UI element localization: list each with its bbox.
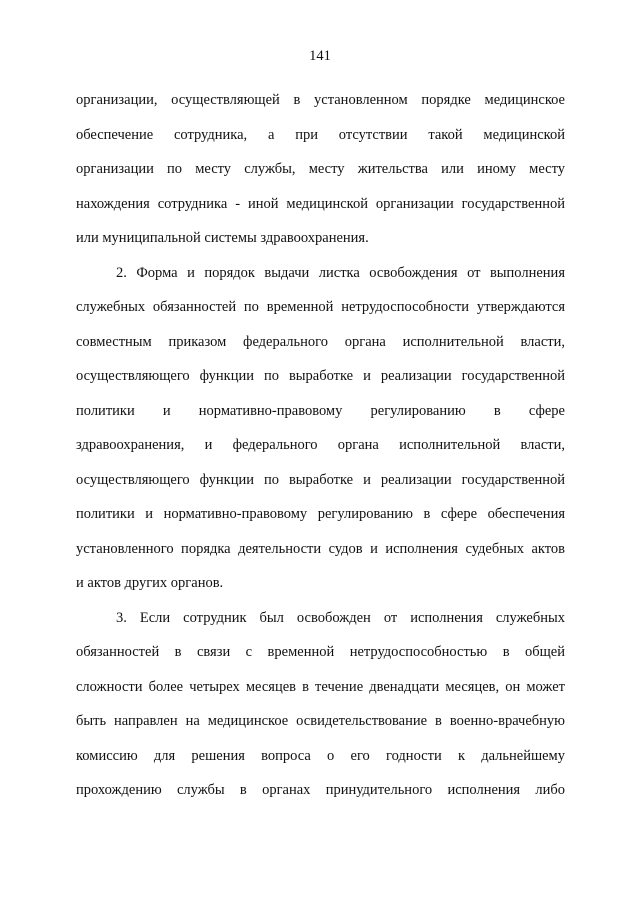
text-line: организации, осуществляющей в установленном порядке медицинское [76, 92, 565, 108]
text-line: организации по месту службы, месту жительства или иному месту [76, 161, 565, 177]
text-line: политики и нормативно-правовому регулированию в сфере [76, 402, 565, 419]
paragraph-2-start: 2. Форма и порядок выдачи листка освобождения от выполнения [116, 264, 565, 281]
text-line: служебных обязанностей по временной нетрудоспособности утверждаются [76, 299, 565, 315]
text-line: здравоохранения, и федерального органа исполнительной власти, [76, 437, 565, 453]
text-line: осуществляющего функции по выработке и реализации государственной [76, 471, 565, 488]
text-line: обязанностей в связи с временной нетрудоспособностью в общей [76, 644, 565, 660]
text-line: нахождения сотрудника - иной медицинской организации государственной [76, 195, 565, 212]
text-line: комиссию для решения вопроса о его годности к дальнейшему [76, 747, 565, 764]
text-line: совместным приказом федерального органа исполнительной власти, [76, 333, 565, 350]
page-number: 141 [309, 48, 331, 64]
document-body [76, 83, 565, 808]
text-line: прохождению службы в органах принудительного исполнения либо [76, 782, 565, 798]
text-line: осуществляющего функции по выработке и реализации государственной [76, 368, 565, 384]
text-line: обеспечение сотрудника, а при отсутствии такой медицинской [76, 126, 565, 143]
text-line: или муниципальной системы здравоохранения. [76, 230, 369, 246]
text-line: быть направлен на медицинское освидетельствование в военно-врачебную [76, 713, 565, 729]
text-line: и актов других органов. [76, 575, 224, 591]
text-line: политики и нормативно-правовому регулированию в сфере обеспечения [76, 506, 565, 522]
text-line: сложности более четырех месяцев в течение двенадцати месяцев, он может [76, 678, 565, 695]
text-line: установленного порядка деятельности судов и исполнения судебных актов [76, 540, 565, 557]
paragraph-3-start: 3. Если сотрудник был освобожден от исполнения служебных [116, 609, 565, 626]
